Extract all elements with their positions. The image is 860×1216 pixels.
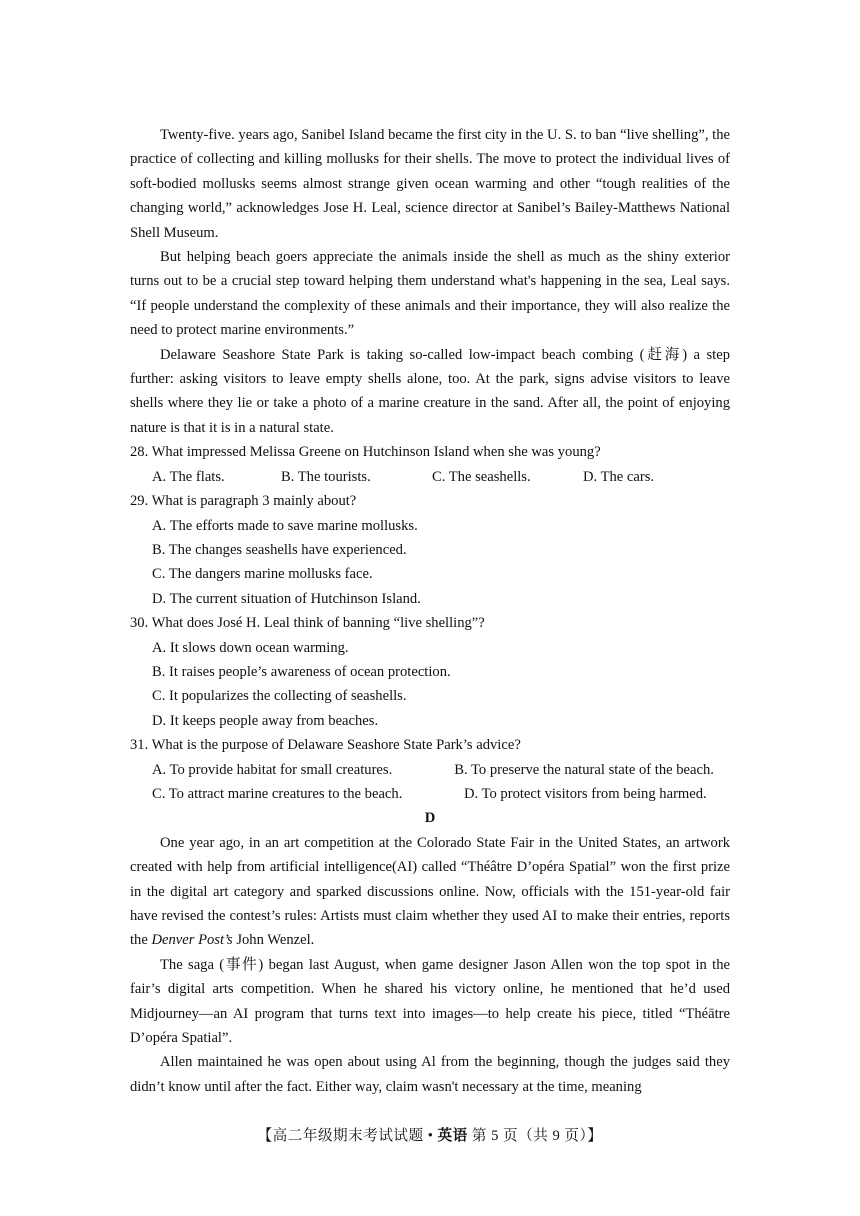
options-a-b [130,758,730,782]
question-31 [130,733,730,806]
passage-c-paragraph-1: Twenty-five. years ago, Sanibel Island became the first city in the U. S. to ban “live shelling”, the practice of collecting and killing mollusks for their shells. The move to protect the individual lives of soft-bodied mollusks seems almost strange given ocean warming and other “tough realities of the changing world,” acknowledges Jose H. Leal, science director at Sanibel’s Bailey-Matthews National Shell Museum. [130,127,730,241]
question-30 [130,611,730,733]
footer-bracket: 】 [587,1128,603,1144]
question-29 [130,489,730,611]
exam-title: 高二年级期末考试试题 [272,1128,424,1144]
option-a: A. The efforts made to save marine mollusks. [152,517,418,534]
passage-c-paragraph-3: Delaware Seashore State Park is taking so-called low-impact beach combing (赶海) a step further: asking visitors to leave empty shells alone, too. At the park, signs advise visitors to leave shells where they lie or take a photo of a marine creature in the sand. After all, the point of enjoying nature is that it is in a natural state. [130,346,730,436]
option-b: B. The tourists. [281,468,371,485]
question-stem: 31. What is the purpose of Delaware Seashore State Park’s advice? [130,737,521,754]
page-body [130,123,730,1099]
section-heading: D [424,810,436,827]
option-d: D. The current situation of Hutchinson Island. [152,590,421,607]
option-b: B. It raises people’s awareness of ocean protection. [152,663,451,680]
option-c: C. The dangers marine mollusks face. [152,566,373,583]
question-stem: 30. What does José H. Leal think of banning “live shelling”? [130,615,485,632]
option-d: D. It keeps people away from beaches. [152,712,379,729]
question-stem: 28. What impressed Melissa Greene on Hutchinson Island when she was young? [130,444,601,461]
option-a: A. The flats. [152,468,225,485]
option-c: C. The seashells. [432,468,531,485]
option-b: B. The changes seashells have experienced. [152,541,407,558]
option-a: A. To provide habitat for small creatures. [152,761,393,778]
subject-name: 英语 [437,1128,468,1144]
option-b: B. To preserve the natural state of the beach. [454,761,714,778]
passage-d-paragraph-3: Allen maintained he was open about using Al from the beginning, though the judges said they didn’t know until after the fact. Either way, claim wasn't necessary at the time, meaning [130,1054,730,1095]
option-d: D. The cars. [583,468,655,485]
option-d: D. To protect visitors from being harmed. [464,785,707,802]
option-a: A. It slows down ocean warming. [152,639,349,656]
question-28 [130,440,730,489]
paragraph-text: One year ago, in an art competition at the Colorado State Fair in the United States, an artwork created with help from artificial intelligence(AI) called “Théâtre D’opéra Spatial” won the first prize in the digital art category and sparked discussions online. Now, officials with the 151-year-old fair have revised the contest’s rules: Artists must claim whether they used AI to make their entries, reports the [130,834,730,949]
footer-bracket: 【 [257,1128,273,1144]
option-c: C. It popularizes the collecting of seashells. [152,688,407,705]
passage-c-paragraph-2: But helping beach goers appreciate the animals inside the shell as much as the shiny exterior turns out to be a crucial step toward helping them understand what's happening in the sea, Leal says. “If people understand the complexity of these animals and their importance, they will also realize the need to protect marine environments.” [130,249,730,339]
question-stem: 29. What is paragraph 3 mainly about? [130,493,357,510]
passage-d-paragraph-2: The saga (事件) began last August, when game designer Jason Allen won the top spot in the fair’s digital arts competition. When he shared his victory online, he mentioned that he’d used Midjourney—an AI program that turns text into images—to help create his piece, titled “Théātre D’opéra Spatial”. [130,956,730,1047]
options-row [152,465,730,489]
options-row [152,782,730,806]
publication-name: Denver Post’s [151,932,233,949]
footer-separator: • [423,1128,438,1144]
page-footer [0,1124,860,1145]
passage-d-paragraph-1 [130,831,730,953]
paragraph-text: John Wenzel. [232,932,315,949]
page-number: 第 5 页（共 9 页） [467,1128,588,1144]
option-c: C. To attract marine creatures to the beach. [152,785,403,802]
